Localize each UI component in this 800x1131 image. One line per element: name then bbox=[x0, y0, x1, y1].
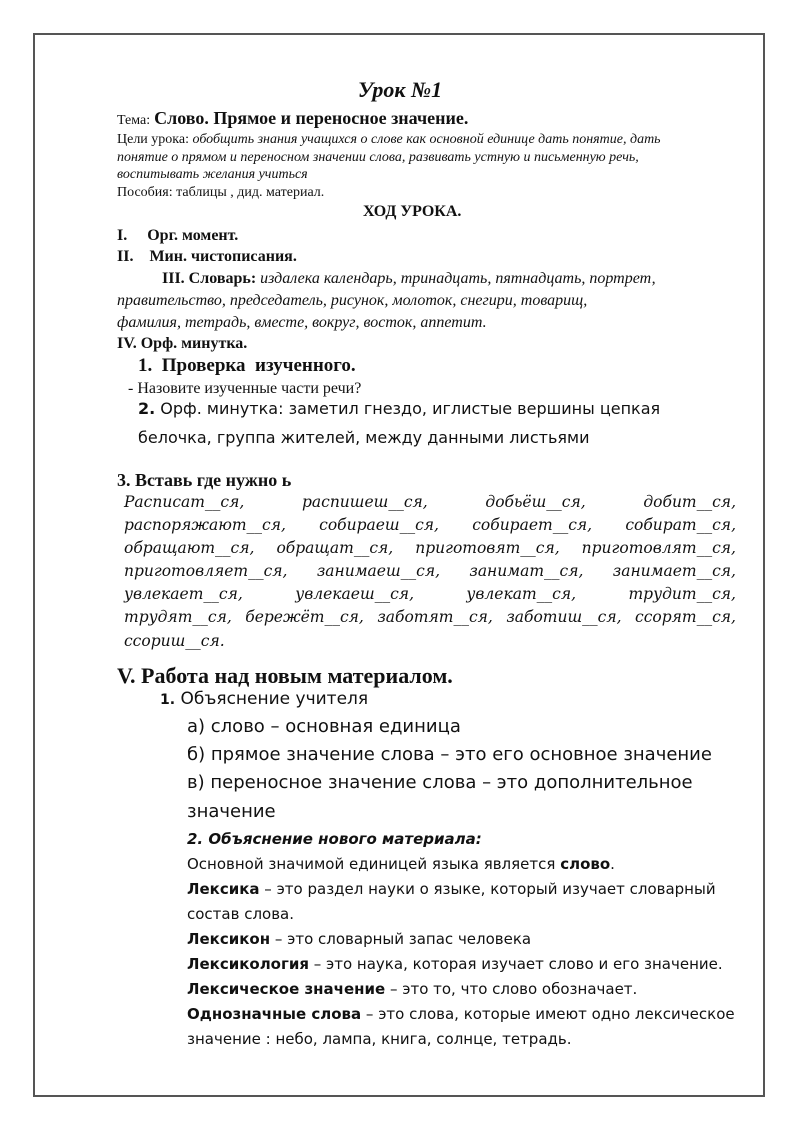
lesson-title: Урок №1 bbox=[357, 77, 443, 102]
exercise-word: занимат__ся, bbox=[469, 562, 584, 580]
exercise-row-3 bbox=[124, 539, 736, 557]
definition-line bbox=[187, 1030, 572, 1048]
definition-text: значение : небо, лампа, книга, солнце, тетрадь. bbox=[187, 1030, 572, 1048]
exercise-word: занимает__ся, bbox=[612, 562, 736, 580]
teacher-explanation bbox=[160, 689, 368, 709]
exercise-word: Расписат__ся, bbox=[124, 493, 245, 511]
definition-text: состав слова. bbox=[187, 905, 295, 923]
basic-unit-text: Основной значимой единицей языка является bbox=[187, 855, 561, 873]
step-calligraphy: II. Мин. чистописания. bbox=[117, 248, 297, 265]
point-a: а) слово – основная единица bbox=[187, 716, 461, 737]
exercise-word: добьёш__ся, bbox=[485, 493, 586, 511]
exercise-word: обращают__ся, bbox=[124, 539, 255, 557]
basic-unit-word: слово bbox=[560, 855, 611, 873]
exercise-word: добит__ся, bbox=[643, 493, 736, 511]
exercise-row-1 bbox=[124, 493, 736, 511]
check-heading: 1. Проверка изученного. bbox=[138, 355, 356, 376]
goals-text-1: обобщить знания учащихся о слове как основной единице дать понятие, дать bbox=[192, 132, 661, 147]
exercise-word: приготовят__ся, bbox=[415, 539, 560, 557]
exercise-word: распоряжают__ся, bbox=[124, 516, 286, 534]
step-org-moment: I. Орг. момент. bbox=[117, 227, 239, 244]
exercise-word: собираеш__ся, bbox=[319, 516, 439, 534]
new-material-heading: 2. Объяснение нового материала: bbox=[187, 830, 482, 848]
topic-line bbox=[117, 108, 468, 129]
materials-line: Пособия: таблицы , дид. материал. bbox=[117, 185, 325, 200]
definition-line bbox=[187, 930, 531, 948]
exercise-word: собират__ся, bbox=[625, 516, 736, 534]
section5-heading: V. Работа над новым материалом. bbox=[117, 663, 453, 688]
exercise-row-5 bbox=[124, 585, 736, 603]
definition-text: – это то, что слово обозначает. bbox=[385, 980, 638, 998]
definition-term: Однозначные слова bbox=[187, 1005, 362, 1023]
course-heading: ХОД УРОКА. bbox=[363, 203, 462, 220]
exercise-word: трудит__ся, bbox=[628, 585, 736, 603]
step-vocabulary-line-1 bbox=[162, 270, 656, 288]
definition-text: – это слова, которые имеют одно лексическое bbox=[361, 1005, 735, 1023]
definition-term: Лексикология bbox=[187, 955, 309, 973]
basic-unit-line bbox=[187, 855, 615, 873]
definition-line bbox=[187, 1005, 735, 1023]
exercise-word: собирает__ся, bbox=[472, 516, 593, 534]
exercise-word: трудят__ся, bbox=[124, 608, 232, 626]
exercise-row-6 bbox=[124, 608, 736, 626]
exercise-word: приготовлят__ся, bbox=[581, 539, 736, 557]
definition-text: – это раздел науки о языке, который изучает словарный bbox=[259, 880, 716, 898]
explain-text: Объяснение учителя bbox=[175, 689, 369, 709]
goals-label: Цели урока: bbox=[117, 132, 189, 147]
definition-text: – это словарный запас человека bbox=[270, 930, 532, 948]
definition-term: Лексика bbox=[187, 880, 260, 898]
point-c: в) переносное значение слова – это дополнительное bbox=[187, 772, 693, 793]
vocabulary-words-1: издалека календарь, тринадцать, пятнадцать, портрет, bbox=[260, 270, 656, 287]
orf-text-2: белочка, группа жителей, между данными листьями bbox=[138, 428, 590, 447]
orf-line-1 bbox=[138, 399, 660, 418]
exercise-word: занимаеш__ся, bbox=[316, 562, 441, 580]
exercise-word: ссориш__ся. bbox=[124, 632, 225, 650]
exercise-row-2 bbox=[124, 516, 736, 534]
exercise-word: бережёт__ся, bbox=[245, 608, 364, 626]
definition-line bbox=[187, 955, 723, 973]
topic-label: Тема: bbox=[117, 113, 151, 128]
vocabulary-words-3: фамилия, тетрадь, вместе, вокруг, восток, аппетит. bbox=[117, 314, 487, 331]
exercise-word: заботят__ся, bbox=[377, 608, 493, 626]
exercise-row-7 bbox=[124, 632, 736, 650]
exercise-word: приготовляет__ся, bbox=[124, 562, 288, 580]
orf-number: 2. bbox=[138, 399, 156, 418]
exercise-word: ссорят__ся, bbox=[635, 608, 736, 626]
point-c-continued: значение bbox=[187, 801, 276, 822]
orf-text-1: Орф. минутка: заметил гнездо, иглистые вершины цепкая bbox=[155, 399, 661, 418]
exercise-word: обращат__ся, bbox=[276, 539, 394, 557]
definition-term: Лексическое значение bbox=[187, 980, 386, 998]
goals-line-1 bbox=[117, 132, 661, 148]
exercise-row-4 bbox=[124, 562, 736, 580]
basic-unit-end: . bbox=[610, 855, 615, 873]
definition-line bbox=[187, 880, 716, 898]
exercise-word: заботиш__ся, bbox=[506, 608, 622, 626]
definition-term: Лексикон bbox=[187, 930, 271, 948]
topic-text: Слово. Прямое и переносное значение. bbox=[154, 108, 469, 128]
exercise-word: увлекаеш__ся, bbox=[295, 585, 414, 603]
vocabulary-words-2: правительство, председатель, рисунок, молоток, снегири, товарищ, bbox=[117, 292, 588, 309]
step-orthography: IV. Орф. минутка. bbox=[117, 335, 248, 352]
exercise-word: распишеш__ся, bbox=[301, 493, 428, 511]
insert-heading: 3. Вставь где нужно ь bbox=[117, 470, 292, 490]
point-b: б) прямое значение слова – это его основное значение bbox=[187, 744, 712, 765]
check-question: - Назовите изученные части речи? bbox=[128, 380, 362, 397]
definition-line bbox=[187, 980, 637, 998]
exercise-word: увлекат__ся, bbox=[466, 585, 577, 603]
definition-text: – это наука, которая изучает слово и его значение. bbox=[308, 955, 723, 973]
exercise-word: увлекает__ся, bbox=[124, 585, 243, 603]
vocabulary-label: III. Словарь: bbox=[162, 270, 257, 287]
goals-text-3: воспитывать желания учиться bbox=[117, 167, 308, 182]
definition-line bbox=[187, 905, 294, 923]
explain-number: 1. bbox=[160, 692, 176, 708]
goals-text-2: понятие о прямом и переносном значении слова, развивать устную и письменную речь, bbox=[117, 150, 639, 165]
